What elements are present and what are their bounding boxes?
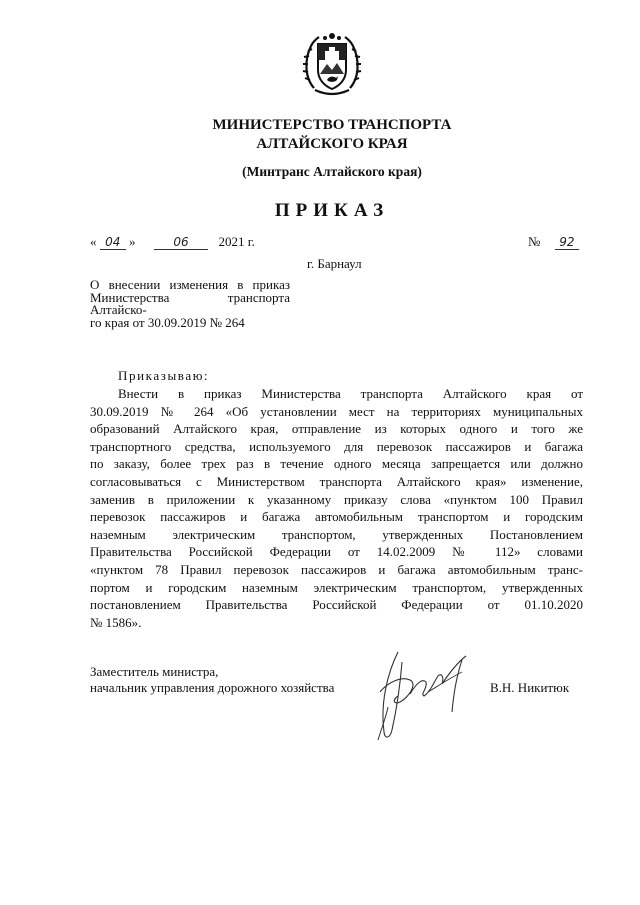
date-close-quote: » — [129, 234, 136, 249]
subject-line: Министерства транспорта Алтайско- — [90, 289, 290, 317]
coat-of-arms-icon — [301, 30, 363, 100]
signatory-name: В.Н. Никитюк — [490, 680, 570, 695]
ministry-name-line1: МИНИСТЕРСТВО ТРАНСПОРТА — [212, 117, 452, 133]
order-subject — [90, 279, 290, 329]
subject-line: го края от 30.09.2019 № 264 — [90, 314, 245, 330]
body-line: наземным электрическим транспортом, утвержденных Постановлением — [90, 526, 583, 542]
order-title: ПРИКАЗ — [274, 200, 390, 221]
body-line: Правительства Российской Федерации от 14.02.2009 № 112» словами — [90, 544, 583, 560]
preamble: Приказываю: — [118, 368, 210, 383]
body-line: согласовываться с Министерством транспорта Алтайского края» изменение, — [90, 473, 583, 489]
body-line: «пунктом 78 Правил перевозок пассажиров и багажа автомобильным транс- — [90, 561, 583, 577]
body-line: образований Алтайского края, отправление из которых одного и того же — [90, 421, 583, 437]
body-line: 30.09.2019 № 264 «Об установлении мест на территориях муниципальных — [90, 403, 583, 419]
body-line: по заказу, более трех раз в течение одного месяца запрещается или должно — [90, 456, 583, 472]
body-line: портом и городским наземным электрическим транспортом, утвержденных — [90, 579, 583, 595]
date-day: 04 — [100, 236, 126, 250]
body-line: постановлением Правительства Российской Федерации от 01.10.2020 — [90, 597, 583, 613]
body-line: № 1586». — [90, 614, 142, 630]
position-line1: Заместитель министра, — [90, 664, 219, 679]
position-line2: начальник управления дорожного хозяйства — [90, 680, 335, 695]
number-prefix: № — [528, 234, 541, 249]
order-body — [90, 385, 583, 631]
order-date — [90, 234, 255, 250]
date-year: 2021 г. — [218, 234, 255, 249]
date-month: 06 — [154, 236, 208, 250]
body-line: транспортного средства, используемого для перевозок пассажиров и багажа — [90, 438, 583, 454]
handwritten-signature — [358, 632, 498, 747]
signatory-position — [90, 664, 334, 696]
number-value: 92 — [555, 236, 579, 250]
ministry-short-name: (Минтранс Алтайского края) — [242, 164, 422, 179]
date-open-quote: « — [90, 234, 97, 249]
subject-line: О внесении изменения в приказ — [90, 277, 290, 292]
body-line: заменив в приложении к указанному приказу слова «пунктом 100 Правил — [90, 491, 583, 507]
ministry-name-line2: АЛТАЙСКОГО КРАЯ — [256, 136, 408, 152]
order-number — [528, 234, 579, 250]
body-line: перевозок пассажиров и багажа автомобильным транспортом и городским — [90, 509, 583, 525]
city: г. Барнаул — [307, 256, 362, 271]
body-line: Внести в приказ Министерства транспорта Алтайского края от — [118, 386, 583, 401]
